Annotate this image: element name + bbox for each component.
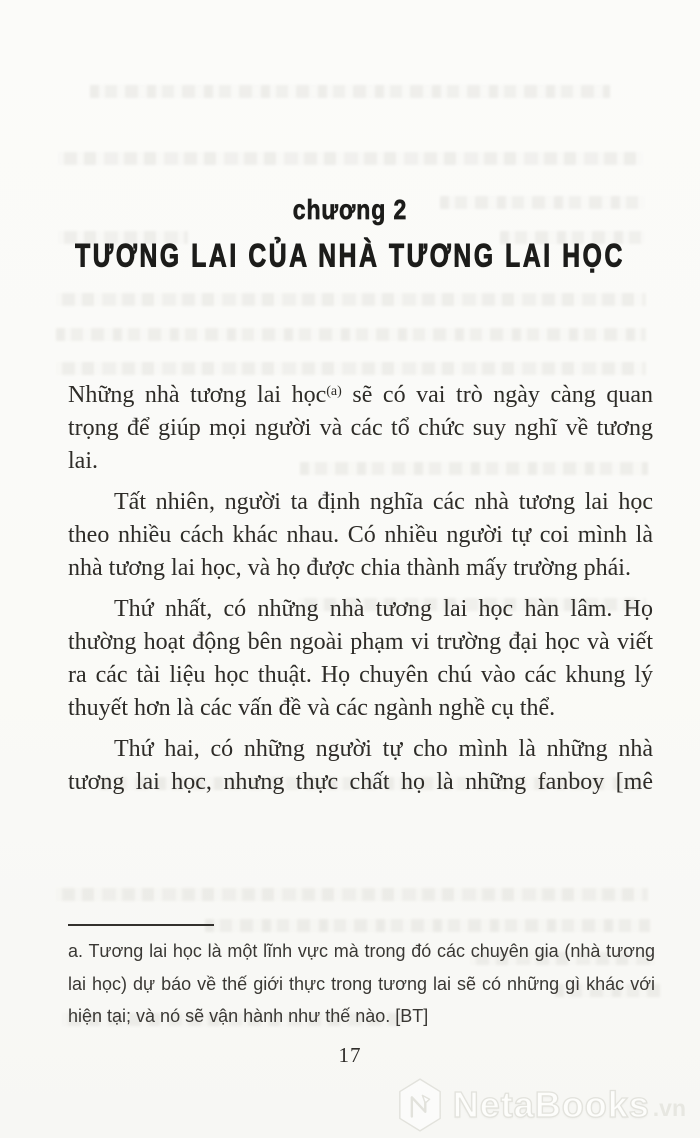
paragraph: Thứ nhất, có những nhà tương lai học hàn lâm. Họ thường hoạt động bên ngoài phạm vi trường đại học và viết ra các tài liệu học thuật. Họ chuyên chú vào các khung lý thuyết hơn là các vấn đề và các ngành nghề cụ thể.: [68, 596, 653, 721]
bleedthrough-line: [90, 85, 610, 98]
paragraph-text: sẽ có vai trò ngày càng quan trọng để giúp mọi người và các tổ chức suy nghĩ về tương lai.: [68, 382, 654, 474]
paragraph: Thứ hai, có những người tự cho mình là những nhà tương lai học, nhưng thực chất họ là những fanboy [mê: [68, 736, 653, 795]
paragraph-text: Những nhà tương lai học: [68, 382, 327, 408]
hexagon-n-icon: [396, 1076, 444, 1134]
footnote-text: a. Tương lai học là một lĩnh vực mà trong đó các chuyên gia (nhà tương lai học) dự báo về thế giới thực trong tương lai sẽ có những gì khác với hiện tại; và nó sẽ vận hành như thế nào. [BT]: [68, 941, 655, 1026]
netabooks-watermark: [396, 1076, 686, 1134]
page-number: 17: [338, 1043, 362, 1067]
watermark-brand: NetaBooks: [452, 1084, 650, 1125]
chapter-label: chương 2: [292, 194, 408, 226]
paragraph: Tất nhiên, người ta định nghĩa các nhà tương lai học theo nhiều cách khác nhau. Có nhiều người tự coi mình là nhà tương lai học, và họ được chia thành mấy trường phái.: [68, 489, 653, 581]
body-text: [68, 379, 653, 799]
chapter-title: TƯƠNG LAI CỦA NHÀ TƯƠNG LAI HỌC: [75, 237, 625, 274]
bleedthrough-line: [56, 888, 648, 901]
bleedthrough-line: [58, 152, 643, 165]
footnote-marker: (a): [326, 384, 342, 399]
footnote-divider: [68, 924, 214, 926]
chapter-heading: [0, 196, 700, 272]
watermark-tld: .vn: [652, 1094, 686, 1121]
paragraph: [68, 379, 653, 478]
bleedthrough-line: [56, 328, 646, 341]
bleedthrough-line: [56, 362, 646, 375]
bleedthrough-line: [56, 293, 646, 306]
footnote: [68, 908, 655, 1033]
